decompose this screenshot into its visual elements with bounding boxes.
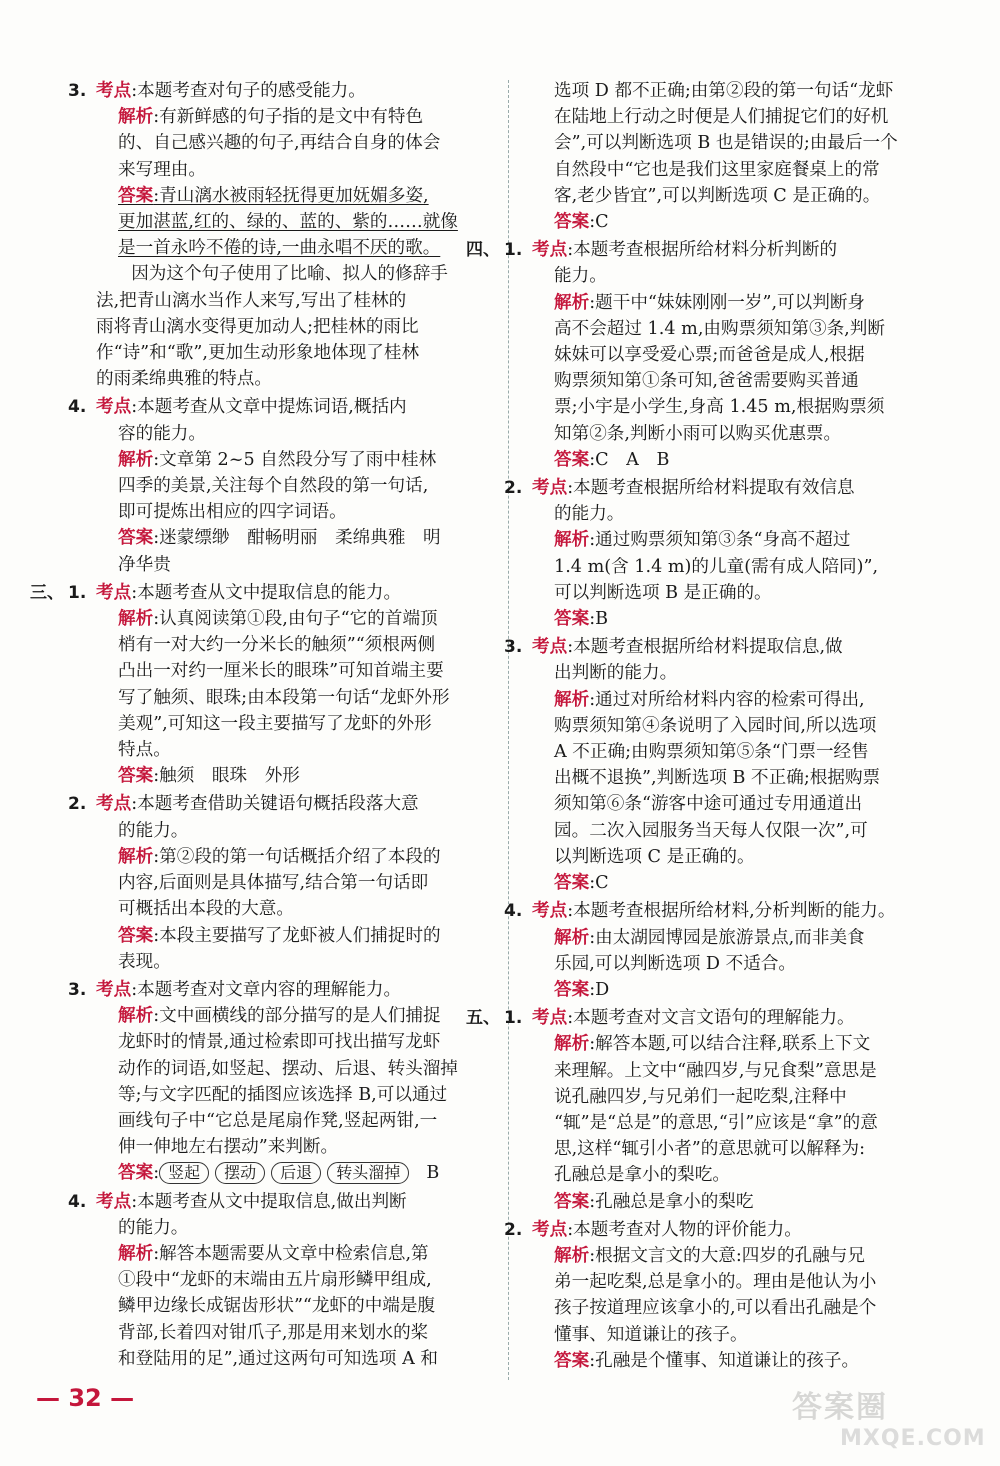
jiexi-line: 懂事、知道谦让的孩子。 — [554, 1324, 748, 1345]
daan-label: 答案 — [118, 925, 154, 946]
right-column — [466, 78, 936, 1376]
kaodian-text: 能力。 — [554, 266, 607, 287]
jiexi-line: :解答本题,可以结合注释,联系上下文 — [589, 1034, 871, 1055]
jiexi-block — [532, 290, 936, 447]
jiexi-line: 思,这样“辄引小者”的意思就可以解释为: — [554, 1139, 866, 1160]
kaodian-label: 考点 — [532, 240, 568, 261]
circled-words — [159, 1160, 415, 1186]
jiexi-line: 须知第⑥条“游客中途可通过专用通道出 — [554, 794, 863, 815]
section-5-question-1 — [466, 1005, 936, 1215]
jiexi-line: 特点。 — [118, 740, 171, 761]
continued-analysis — [532, 78, 936, 235]
question-number: 4. — [68, 397, 87, 418]
question-number: 2. — [504, 1219, 523, 1240]
section-number: 四、 — [466, 240, 500, 261]
kaodian-text: :本题考查从文章中提炼词语,概括内 — [131, 397, 407, 418]
jiexi-line: 龙虾时的情景,通过检索即可找出描写龙虾 — [118, 1032, 441, 1053]
section-3-question-2 — [68, 791, 490, 974]
jiexi-line: 即可提炼出相应的四字词语。 — [118, 502, 347, 523]
kaodian-label: 考点 — [532, 1219, 568, 1240]
daan-label: 答案 — [554, 449, 590, 470]
kaodian-text: 的能力。 — [118, 820, 189, 841]
jiexi-block — [96, 844, 490, 923]
kaodian-label: 考点 — [532, 1008, 568, 1029]
daan-block — [532, 447, 936, 473]
daan-line: :孔融总是拿小的梨吃 — [589, 1191, 754, 1212]
daan-block — [96, 183, 490, 262]
question-number: 3. — [68, 979, 87, 1000]
daan-block — [96, 923, 490, 975]
jiexi-line: 票;小宇是小学生,身高 1.45 m,根据购票须 — [554, 397, 885, 418]
kaodian-text: :本题考查对人物的评价能力。 — [567, 1219, 802, 1240]
kaodian-text: :本题考查根据所给材料提取信息,做 — [567, 637, 843, 658]
jiexi-line: 动作的词语,如竖起、摆动、后退、转头溜掉 — [118, 1058, 458, 1079]
jiexi-label: 解析 — [554, 1245, 590, 1266]
section-3-question-1 — [30, 580, 490, 790]
question-number: 2. — [504, 478, 523, 499]
circled-word: 后退 — [271, 1162, 321, 1184]
kaodian-text: :本题考查从文中提取信息,做出判断 — [131, 1191, 407, 1212]
jiexi-label: 解析 — [554, 292, 590, 313]
kaodian-label: 考点 — [96, 794, 132, 815]
kaodian-text: :本题考查对文言文语句的理解能力。 — [567, 1008, 855, 1029]
jiexi-line: 画线句子中“它总是尾扇作凳,竖起两钳,一 — [118, 1110, 438, 1131]
jiexi-line: :通过购票须知第③条“身高不超过 — [589, 530, 851, 551]
kaodian-label: 考点 — [96, 1191, 132, 1212]
daan-label: 答案 — [554, 1191, 590, 1212]
jiexi-block — [532, 1031, 936, 1188]
section-number: 五、 — [466, 1008, 500, 1029]
para-line: 作“诗”和“歌”,更加生动形象地体现了桂林 — [96, 343, 420, 364]
jiexi-line: 选项 D 都不正确;由第②段的第一句话“龙虾 — [554, 81, 894, 101]
jiexi-line: :第②段的第一句话概括介绍了本段的 — [153, 846, 441, 867]
para-line: 的雨柔绵典雅的特点。 — [96, 369, 272, 390]
kaodian-text: :本题考查从文中提取信息的能力。 — [131, 582, 402, 603]
daan-line: :D — [589, 979, 610, 1000]
section-number: 三、 — [30, 582, 64, 603]
jiexi-block — [532, 925, 936, 977]
daan-line: 是一首永吟不倦的诗,一曲永唱不厌的歌。 — [118, 238, 441, 259]
daan-line: :本段主要描写了龙虾被人们捕捉时的 — [153, 925, 441, 946]
jiexi-line: A 不正确;由购票须知第⑤条“门票一经售 — [554, 742, 869, 763]
daan-block — [532, 606, 936, 632]
jiexi-line: “辄”是“总是”的意思,“引”应该是“拿”的意 — [554, 1112, 878, 1133]
page-number: — 32 — — [36, 1384, 135, 1412]
jiexi-line: 孔融总是拿小的梨吃。 — [554, 1165, 730, 1186]
jiexi-line: 在陆地上行动之时便是人们捕捉它们的好机 — [554, 107, 889, 128]
jiexi-line: :文中画横线的部分描写的是人们捕捉 — [153, 1006, 441, 1027]
circled-word: 摆动 — [215, 1162, 265, 1184]
daan-choice: B — [426, 1163, 440, 1184]
jiexi-line: 梢有一对大约一分米长的触须”“须根两侧 — [118, 635, 436, 656]
jiexi-line: 和登陆用的足”,通过这两句可知选项 A 和 — [118, 1348, 438, 1369]
jiexi-line: :根据文言文的大意:四岁的孔融与兄 — [589, 1245, 865, 1266]
question-number: 3. — [68, 81, 87, 101]
kaodian-label: 考点 — [532, 478, 568, 499]
jiexi-label: 解析 — [554, 530, 590, 551]
question-number: 3. — [504, 637, 523, 658]
jiexi-block — [96, 447, 490, 526]
jiexi-label: 解析 — [118, 1006, 154, 1027]
daan-block — [96, 763, 490, 789]
question-number: 2. — [68, 794, 87, 815]
jiexi-line: :题干中“妹妹刚刚一岁”,可以判断身 — [589, 292, 866, 313]
question-number: 1. — [504, 240, 523, 261]
kaodian-text: :本题考查根据所给材料提取有效信息 — [567, 478, 855, 499]
watermark-logo — [792, 1382, 988, 1452]
circled-word: 竖起 — [159, 1162, 209, 1184]
jiexi-line: 鳞甲边缘长成锯齿形状”“龙虾的中端是腹 — [118, 1296, 436, 1317]
daan-line: :B — [589, 609, 609, 630]
daan-line: 表现。 — [118, 951, 171, 972]
daan-label: 答案 — [554, 873, 590, 894]
watermark-main: 答案圈 — [792, 1390, 888, 1425]
daan-prefix: : — [153, 1163, 160, 1184]
jiexi-line: :认真阅读第①段,由句子“它的首端顶 — [153, 609, 438, 630]
jiexi-line: :解答本题需要从文章中检索信息,第 — [153, 1243, 429, 1264]
question-number: 4. — [68, 1191, 87, 1212]
daan-block — [532, 1189, 936, 1215]
section-3-question-4 — [68, 1189, 490, 1372]
para-line: 雨将青山漓水变得更加动人;把桂林的雨比 — [96, 316, 419, 337]
jiexi-line: 1.4 m(含 1.4 m)的儿童(需有成人陪同)”, — [554, 556, 879, 577]
question-number: 1. — [504, 1008, 523, 1029]
section-4-question-4 — [504, 898, 936, 1003]
kaodian-label: 考点 — [96, 397, 132, 418]
section-5-question-2 — [504, 1217, 936, 1374]
jiexi-line: :通过对所给材料内容的检索可得出, — [589, 689, 865, 710]
jiexi-block — [96, 1003, 490, 1160]
kaodian-text: :本题考查对文章内容的理解能力。 — [131, 979, 402, 1000]
daan-line: :C — [589, 873, 609, 894]
daan-line: :C — [589, 212, 609, 233]
kaodian-text: 的能力。 — [554, 504, 625, 525]
daan-block — [532, 1348, 936, 1374]
jiexi-line: 伸一伸地左右摆动”来判断。 — [118, 1137, 339, 1158]
jiexi-line: :文章第 2~5 自然段分写了雨中桂林 — [153, 449, 437, 470]
daan-line: :迷蒙缥缈 酣畅明丽 柔绵典雅 明 — [153, 528, 441, 549]
daan-block — [532, 870, 936, 896]
jiexi-line: 的、自己感兴趣的句子,再结合自身的体会 — [118, 133, 441, 154]
daan-line: :孔融是个懂事、知道谦让的孩子。 — [589, 1350, 860, 1371]
jiexi-line: 客,老少皆宜”,可以判断选项 C 是正确的。 — [554, 185, 881, 206]
daan-line: :青山漓水被雨轻抚得更加妩媚多姿, — [153, 185, 429, 206]
kaodian-text: :本题考查借助关键语句概括段落大意 — [131, 794, 419, 815]
section-4-question-3 — [504, 634, 936, 896]
column-divider — [508, 80, 509, 1380]
daan-line: :C A B — [589, 449, 670, 470]
daan-label: 答案 — [554, 212, 590, 233]
jiexi-label: 解析 — [118, 449, 154, 470]
jiexi-line: 弟一起吃梨,总是拿小的。理由是他认为小 — [554, 1272, 877, 1293]
jiexi-line: 可以判断选项 B 是正确的。 — [554, 582, 772, 603]
question-number: 1. — [68, 582, 87, 603]
daan-line: 净华贵 — [118, 554, 171, 575]
jiexi-line: 写了触须、眼珠;由本段第一句话“龙虾外形 — [118, 687, 450, 708]
jiexi-block — [532, 687, 936, 870]
kaodian-text: :本题考查对句子的感受能力。 — [131, 81, 366, 101]
question-4 — [68, 394, 490, 577]
kaodian-label: 考点 — [96, 81, 132, 101]
daan-label: 答案 — [118, 766, 154, 787]
jiexi-line: 以判断选项 C 是正确的。 — [554, 846, 755, 867]
daan-block — [532, 977, 936, 1003]
question-number: 4. — [504, 901, 523, 922]
explanation-paragraph — [96, 261, 490, 392]
daan-label: 答案 — [554, 979, 590, 1000]
kaodian-label: 考点 — [96, 582, 132, 603]
jiexi-label: 解析 — [118, 1243, 154, 1264]
daan-line: 更加湛蓝,红的、绿的、蓝的、紫的……就像 — [118, 212, 458, 233]
kaodian-text: 的能力。 — [118, 1217, 189, 1238]
jiexi-label: 解析 — [118, 846, 154, 867]
daan-label: 答案 — [554, 609, 590, 630]
daan-label: 答案 — [118, 185, 154, 206]
jiexi-line: :由太湖园博园是旅游景点,而非美食 — [589, 927, 865, 948]
watermark-sub: MXQE.COM — [840, 1426, 986, 1451]
kaodian-text: 容的能力。 — [118, 423, 206, 444]
jiexi-label: 解析 — [554, 689, 590, 710]
jiexi-line: 背部,长着四对钳爪子,那是用来划水的桨 — [118, 1322, 429, 1343]
kaodian-text: :本题考查根据所给材料分析判断的 — [567, 240, 838, 261]
kaodian-label: 考点 — [532, 637, 568, 658]
jiexi-line: 妹妹可以享受爱心票;而爸爸是成人,根据 — [554, 345, 865, 366]
kaodian-text: 出判断的能力。 — [554, 663, 678, 684]
jiexi-block — [96, 1241, 490, 1372]
section-4-question-1 — [466, 237, 936, 473]
jiexi-line: 内容,后面则是具体描写,结合第一句话即 — [118, 873, 429, 894]
jiexi-line: ①段中“龙虾的末端由五片扇形鳞甲组成, — [118, 1270, 432, 1291]
daan-label: 答案 — [554, 1350, 590, 1371]
jiexi-line: 凸出一对约一厘米长的眼珠”可知首端主要 — [118, 661, 444, 682]
jiexi-line: 购票须知第④条说明了入园时间,所以选项 — [554, 715, 877, 736]
jiexi-label: 解析 — [118, 107, 154, 128]
left-column — [30, 78, 490, 1374]
jiexi-line: 可概括出本段的大意。 — [118, 899, 294, 920]
jiexi-line: 孩子按道理应该拿小的,可以看出孔融是个 — [554, 1298, 877, 1319]
daan-block — [96, 1160, 490, 1186]
jiexi-line: 购票须知第①条可知,爸爸需要购买普通 — [554, 371, 859, 392]
daan-line: :触须 眼珠 外形 — [153, 766, 300, 787]
section-3-question-3 — [68, 977, 490, 1187]
jiexi-line: 知第②条,判断小雨可以购买优惠票。 — [554, 423, 842, 444]
jiexi-line: 园。二次入园服务当天每人仅限一次”,可 — [554, 820, 868, 841]
jiexi-line: 自然段中“它也是我们这里家庭餐桌上的常 — [554, 159, 880, 180]
jiexi-line: 美观”,可知这一段主要描写了龙虾的外形 — [118, 713, 432, 734]
jiexi-line: 等;与文字匹配的插图应该选择 B,可以通过 — [118, 1084, 448, 1105]
jiexi-line: 出概不退换”,判断选项 B 不正确;根据购票 — [554, 768, 881, 789]
daan-label: 答案 — [118, 1163, 154, 1184]
jiexi-block — [96, 104, 490, 183]
jiexi-label: 解析 — [554, 1034, 590, 1055]
section-4-question-2 — [504, 475, 936, 632]
daan-block — [96, 525, 490, 577]
kaodian-label: 考点 — [96, 979, 132, 1000]
jiexi-block — [532, 527, 936, 606]
question-3 — [68, 78, 490, 392]
jiexi-line: :有新鲜感的句子指的是文中有特色 — [153, 107, 424, 128]
circled-word: 转头溜掉 — [327, 1162, 409, 1184]
kaodian-text: :本题考查根据所给材料,分析判断的能力。 — [567, 901, 896, 922]
jiexi-line: 来理解。上文中“融四岁,与兄食梨”意思是 — [554, 1060, 877, 1081]
para-line: 法,把青山漓水当作人来写,写出了桂林的 — [96, 290, 407, 311]
jiexi-line: 来写理由。 — [118, 159, 206, 180]
jiexi-line: 乐园,可以判断选项 D 不适合。 — [554, 953, 797, 974]
jiexi-line: 高不会超过 1.4 m,由购票须知第③条,判断 — [554, 318, 885, 339]
daan-label: 答案 — [118, 528, 154, 549]
jiexi-block — [96, 606, 490, 763]
jiexi-line: 说孔融四岁,与兄弟们一起吃梨,注释中 — [554, 1086, 847, 1107]
jiexi-label: 解析 — [554, 927, 590, 948]
jiexi-block — [532, 1243, 936, 1348]
jiexi-line: 会”,可以判断选项 B 也是错误的;由最后一个 — [554, 133, 898, 154]
jiexi-line: 四季的美景,关注每个自然段的第一句话, — [118, 476, 429, 497]
jiexi-label: 解析 — [118, 609, 154, 630]
kaodian-label: 考点 — [532, 901, 568, 922]
para-line: 因为这个句子使用了比喻、拟人的修辞手 — [131, 264, 448, 285]
